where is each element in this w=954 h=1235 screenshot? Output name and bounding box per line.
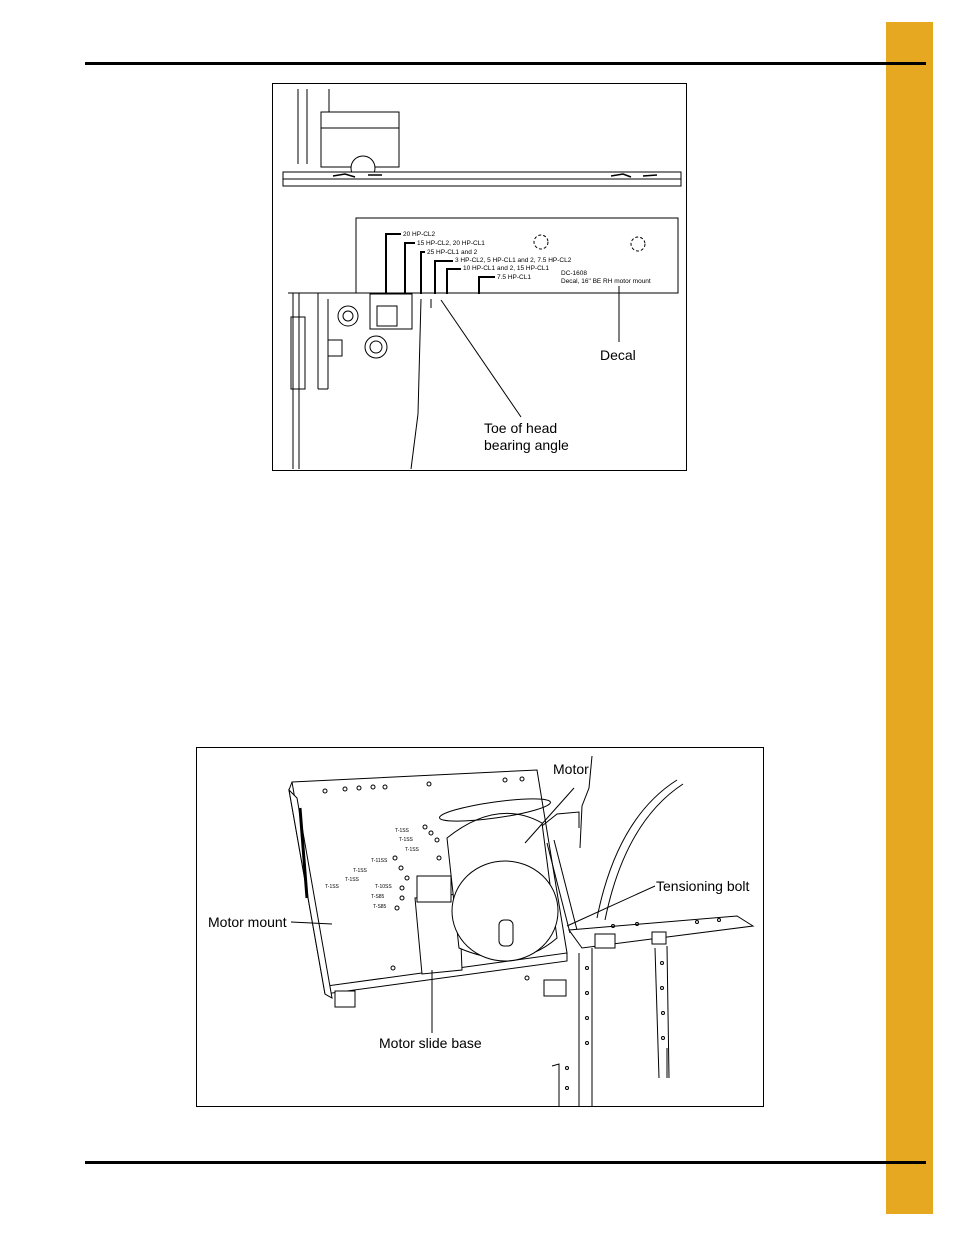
decal-level-6: 7.5 HP-CL1 (497, 274, 531, 281)
svg-text:T-1SS: T-1SS (399, 837, 413, 843)
callout-toe-line2: bearing angle (484, 437, 569, 453)
svg-text:T-1SS: T-1SS (325, 884, 339, 890)
callout-motor-slide-base: Motor slide base (379, 1035, 482, 1051)
svg-text:T-1SS: T-1SS (405, 847, 419, 853)
svg-text:T-S85: T-S85 (371, 894, 385, 900)
callout-motor: Motor (553, 761, 589, 777)
callout-motor-mount: Motor mount (208, 914, 287, 930)
decal-level-4: 3 HP-CL2, 5 HP-CL1 and 2, 7.5 HP-CL2 (455, 257, 572, 264)
decal-level-2: 15 HP-CL2, 20 HP-CL1 (417, 240, 485, 247)
svg-text:T-11SS: T-11SS (371, 858, 388, 864)
callout-decal: Decal (600, 347, 636, 363)
decal-description: Decal, 16" BE RH motor mount (561, 278, 651, 285)
footer-rule (85, 1161, 926, 1164)
callout-toe-line1: Toe of head (484, 420, 558, 436)
svg-text:T-1SS: T-1SS (353, 868, 367, 874)
svg-text:T-S85: T-S85 (373, 904, 387, 910)
svg-text:T-1SS: T-1SS (395, 828, 409, 834)
svg-text:T-1SS: T-1SS (345, 877, 359, 883)
callout-tensioning-bolt: Tensioning bolt (656, 878, 750, 894)
decal-part-number: DC-1608 (561, 270, 588, 277)
decal-level-1: 20 HP-CL2 (403, 231, 436, 238)
header-rule (85, 62, 926, 65)
figure-decal-placement (272, 83, 687, 471)
decal-level-5: 10 HP-CL1 and 2, 15 HP-CL1 (463, 265, 549, 272)
decal-level-3: 25 HP-CL1 and 2 (427, 249, 478, 256)
chapter-tab (886, 22, 933, 1214)
decal-drawing (273, 84, 686, 470)
figure-motor-mount (196, 747, 764, 1107)
svg-text:T-10SS: T-10SS (375, 884, 392, 890)
